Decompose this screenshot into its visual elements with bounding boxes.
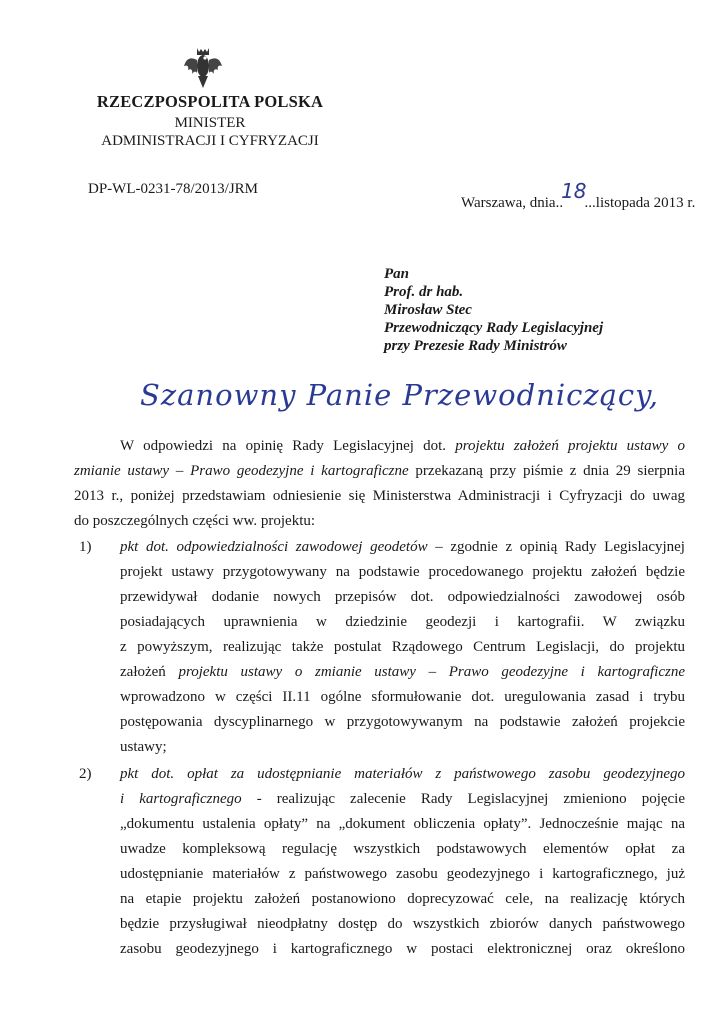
body-line: posiadających uprawnienia w dziedzinie geodezji i kartografii. W związku	[120, 614, 685, 630]
place-and-date	[461, 179, 696, 212]
place-prefix: Warszawa, dnia	[461, 195, 556, 211]
body-line: przewidywał dodanie nowych przepisów dot. odpowiedzialności zawodowej osób	[120, 589, 685, 605]
date-suffix: listopada 2013 r.	[595, 195, 696, 211]
list-number: 2)	[79, 766, 92, 782]
body-line: „dokumentu ustalenia opłaty” na „dokument obliczenia opłaty”. Jednocześnie mając na	[120, 816, 685, 832]
text-run: przekazaną przy piśmie z dnia 29 sierpnia	[408, 463, 685, 479]
text-run: założeń	[120, 664, 179, 680]
text-run-italic: pkt dot. opłat za udostępnianie materiałów z państwowego zasobu geodezyjnego	[120, 766, 685, 782]
date-dots: ..	[555, 195, 564, 211]
body-line	[74, 463, 685, 480]
handwritten-salutation: Szanowny Panie Przewodniczący,	[140, 378, 659, 412]
text-run-italic: i kartograficznego	[120, 791, 242, 807]
body-line	[120, 766, 685, 783]
addressee-line: Mirosław Stec	[384, 302, 472, 318]
reference-number: DP-WL-0231-78/2013/JRM	[88, 181, 258, 197]
handwritten-day: 18	[561, 179, 587, 203]
ministry-name: ADMINISTRACJI I CYFRYZACJI	[101, 133, 319, 149]
text-run-italic: projektu założeń projektu ustawy o	[455, 438, 685, 454]
text-run-italic: projektu ustawy o zmianie ustawy – Prawo geodezyjne i kartograficzne	[178, 664, 685, 680]
country-name: RZECZPOSPOLITA POLSKA	[96, 92, 324, 111]
body-line	[120, 438, 685, 455]
text-run: - realizując zalecenie Rady Legislacyjnej zmieniono pojęcie	[241, 791, 686, 807]
body-line: 2013 r., poniżej przedstawiam odniesienie się Ministerstwa Administracji i Cyfryzacji do uwag	[74, 488, 685, 504]
body-line: uwadze kompleksową regulację wszystkich podstawowych elementów opłat za	[120, 841, 685, 857]
body-line: na etapie projektu założeń postanowiono doprecyzować cele, na realizację których	[120, 891, 685, 907]
text-run-italic: pkt dot. odpowiedzialności zawodowej geodetów	[120, 539, 428, 555]
body-line	[120, 664, 685, 681]
date-dots: ...	[584, 195, 596, 211]
body-line: postępowania dyscyplinarnego w przygotowywanym na podstawie założeń projekcie	[120, 714, 685, 730]
body-line: ustawy;	[120, 739, 167, 755]
body-line: z powyższym, realizując także postulat Rządowego Centrum Legislacji, do projektu	[120, 639, 685, 655]
minister-title: MINISTER	[174, 115, 246, 131]
eagle-emblem-icon	[183, 46, 223, 90]
body-line: udostępnianie materiałów z państwowego zasobu geodezyjnego i kartograficznego, już	[120, 866, 685, 882]
text-run: W odpowiedzi na opinię Rady Legislacyjnej dot.	[120, 438, 456, 454]
text-run-italic: zmianie ustawy – Prawo geodezyjne i kartograficzne	[74, 463, 409, 479]
body-line	[120, 791, 685, 808]
addressee-line: Pan	[384, 266, 410, 282]
body-line	[120, 539, 685, 556]
body-line: projekt ustawy przygotowywany na podstawie procedowanego projektu założeń będzie	[120, 564, 685, 580]
body-line: do poszczególnych części ww. projektu:	[74, 513, 316, 529]
list-number: 1)	[79, 539, 92, 555]
addressee-line: Przewodniczący Rady Legislacyjnej	[384, 320, 604, 336]
body-line: będzie przysługiwał nieodpłatny dostęp do wszystkich zbiorów danych państwowego	[120, 916, 685, 932]
body-line: zasobu geodezyjnego i kartograficznego w postaci elektronicznej oraz określono	[120, 941, 685, 957]
addressee-line: przy Prezesie Rady Ministrów	[384, 338, 567, 354]
body-line: wprowadzono w części II.11 ogólne sformułowanie dot. uregulowania zasad i trybu	[120, 689, 685, 705]
text-run: – zgodnie z opinią Rady Legislacyjnej	[427, 539, 685, 555]
addressee-line: Prof. dr hab.	[384, 284, 464, 300]
